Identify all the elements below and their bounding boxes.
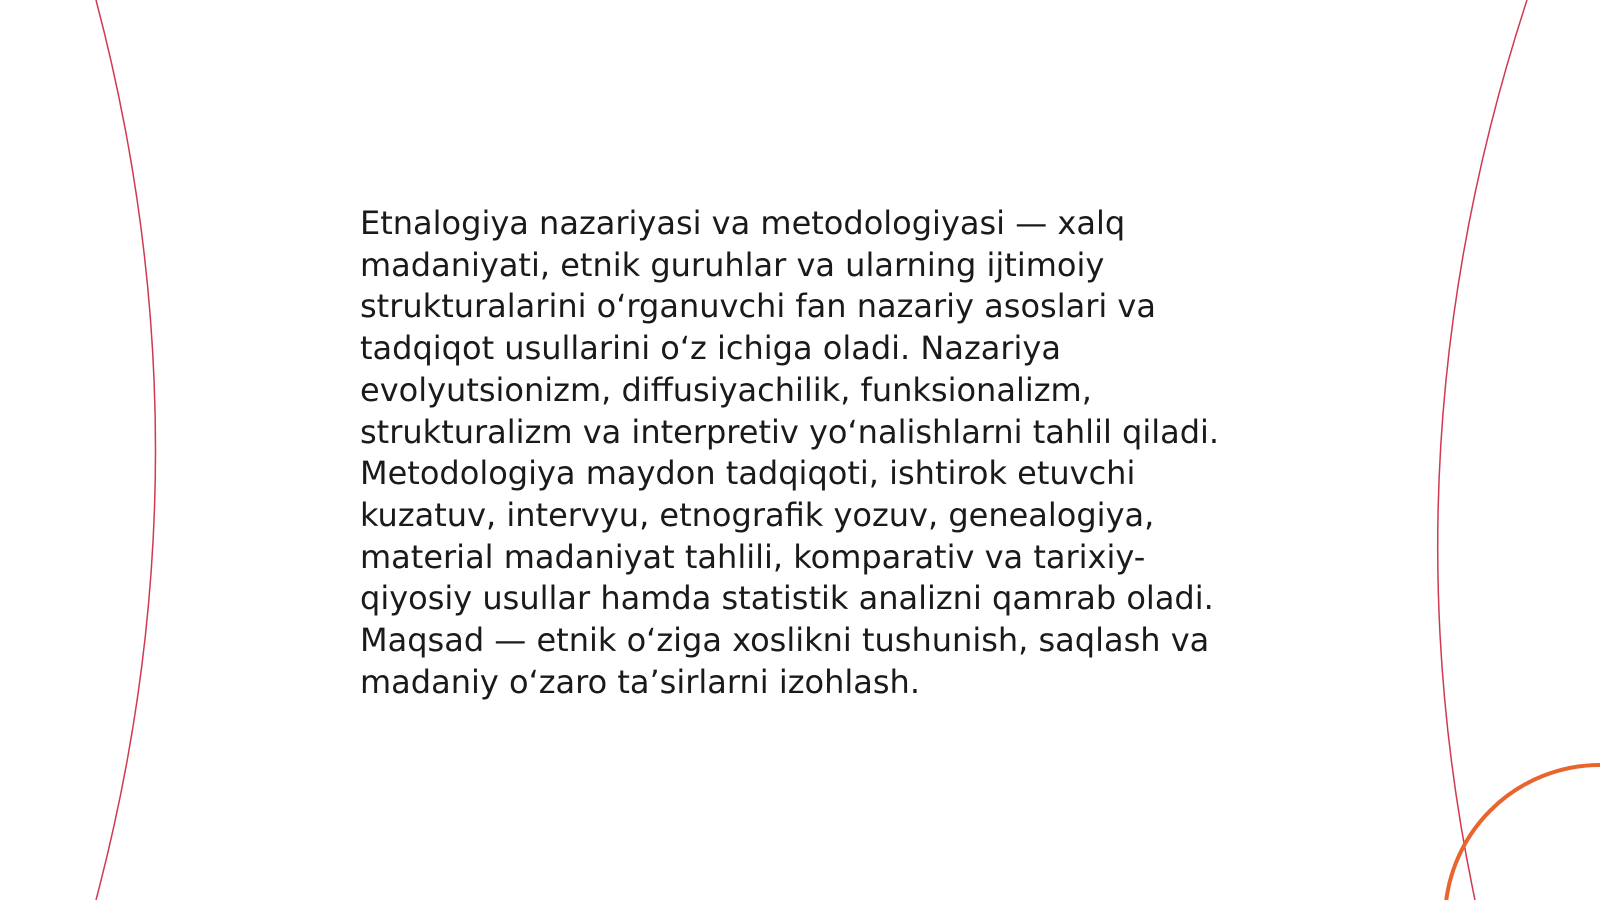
right-arc xyxy=(1438,0,1527,900)
left-arc xyxy=(96,0,156,900)
corner-arc xyxy=(1445,765,1600,900)
body-paragraph: Etnalogiya nazariyasi va metodologiyasi — xalq madaniyati, etnik guruhlar va ularning ijtimoiy strukturalarini oʻrganuvchi fan nazariy asoslari va tadqiqot usullarini oʻz ichiga oladi. Nazariya evolyutsionizm, diffusiyachilik, funksionalizm, strukturalizm va interpretiv yoʻnalishlarni tahlil qiladi. Metodologiya maydon tadqiqoti, ishtirok etuvchi kuzatuv, intervyu, etnografik yozuv, genealogiya, material madaniyat tahlili, komparativ va tarixiy-qiyosiy usullar hamda statistik analizni qamrab oladi. Maqsad — etnik oʻziga xoslikni tushunish, saqlash va madaniy oʻzaro taʼsirlarni izohlash. xyxy=(360,204,1220,701)
